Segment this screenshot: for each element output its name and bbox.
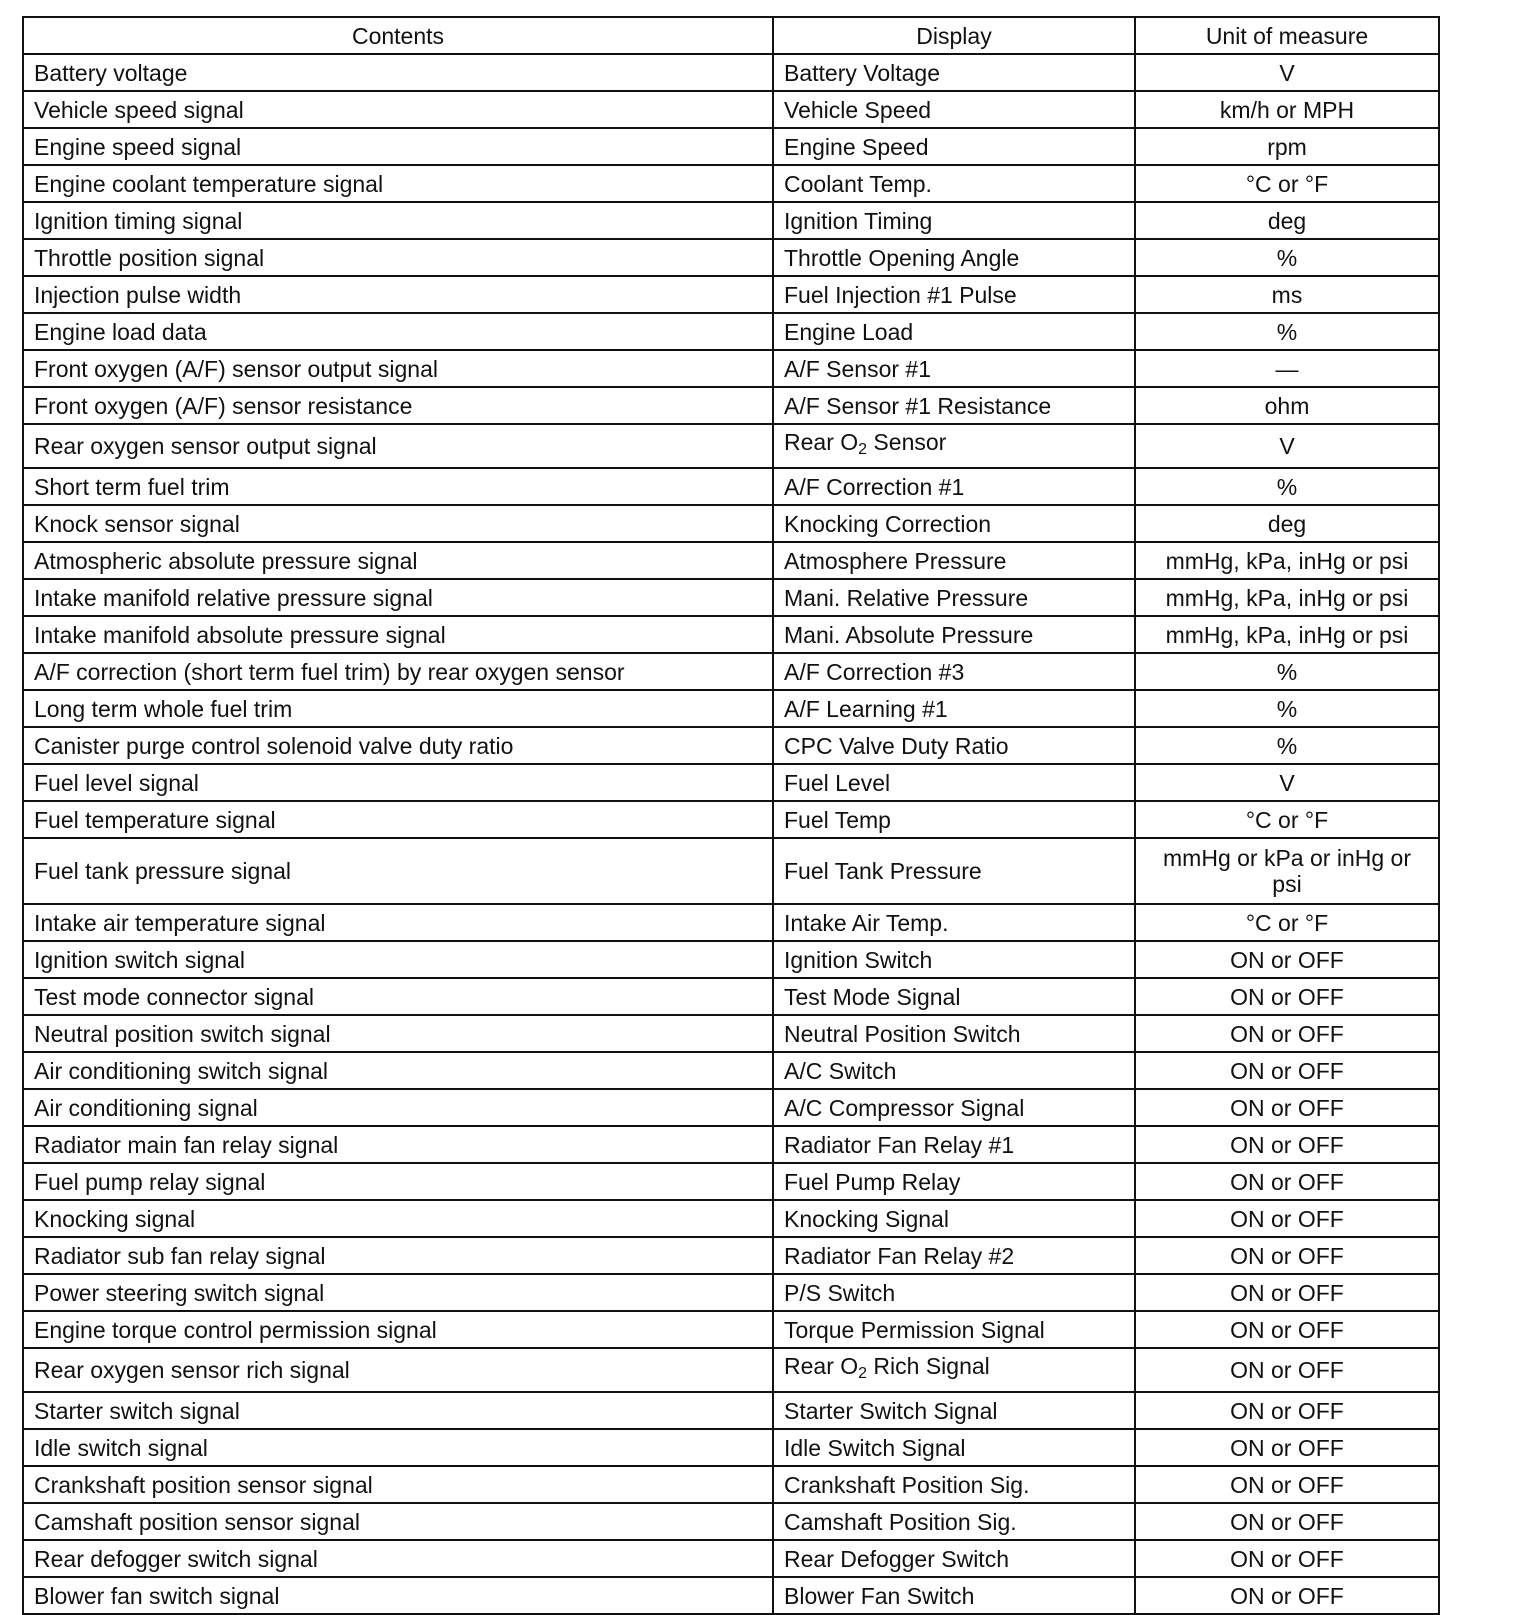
cell-contents: Test mode connector signal [23,978,773,1015]
table-row [23,1429,1439,1466]
table-row [23,276,1439,313]
cell-unit: % [1135,653,1439,690]
cell-display: Rear Defogger Switch [773,1540,1135,1577]
cell-display: Knocking Correction [773,505,1135,542]
cell-contents: Rear oxygen sensor rich signal [23,1348,773,1392]
cell-unit: ohm [1135,387,1439,424]
cell-display: Mani. Absolute Pressure [773,616,1135,653]
cell-unit: V [1135,424,1439,468]
cell-unit: ON or OFF [1135,941,1439,978]
cell-unit: ON or OFF [1135,1466,1439,1503]
cell-unit: ON or OFF [1135,1237,1439,1274]
table-row [23,128,1439,165]
cell-unit: °C or °F [1135,801,1439,838]
cell-unit: ON or OFF [1135,1052,1439,1089]
cell-unit: V [1135,54,1439,91]
cell-contents: Camshaft position sensor signal [23,1503,773,1540]
cell-display: A/C Switch [773,1052,1135,1089]
cell-contents: Injection pulse width [23,276,773,313]
subscript: 2 [858,1365,868,1382]
cell-display: Throttle Opening Angle [773,239,1135,276]
cell-contents: Fuel tank pressure signal [23,838,773,904]
cell-display: Mani. Relative Pressure [773,579,1135,616]
table-row [23,978,1439,1015]
table-row [23,1274,1439,1311]
cell-unit: % [1135,690,1439,727]
cell-unit: °C or °F [1135,165,1439,202]
cell-display: Blower Fan Switch [773,1577,1135,1614]
data-table-container [22,16,1438,1615]
table-row [23,202,1439,239]
cell-contents: Engine coolant temperature signal [23,165,773,202]
table-row [23,1015,1439,1052]
cell-contents: Power steering switch signal [23,1274,773,1311]
cell-unit: ON or OFF [1135,1540,1439,1577]
cell-contents: Short term fuel trim [23,468,773,505]
table-row [23,1466,1439,1503]
cell-contents: Air conditioning switch signal [23,1052,773,1089]
table-row [23,54,1439,91]
display-text-part: Sensor [867,429,947,455]
cell-display [773,1348,1135,1392]
table-row [23,1577,1439,1614]
cell-contents: Long term whole fuel trim [23,690,773,727]
cell-unit: ON or OFF [1135,1577,1439,1614]
cell-contents: Intake manifold absolute pressure signal [23,616,773,653]
table-row [23,727,1439,764]
cell-display: Starter Switch Signal [773,1392,1135,1429]
cell-display: Ignition Switch [773,941,1135,978]
cell-display: Neutral Position Switch [773,1015,1135,1052]
cell-display: Fuel Tank Pressure [773,838,1135,904]
cell-contents: Fuel pump relay signal [23,1163,773,1200]
table-row [23,505,1439,542]
cell-unit: ms [1135,276,1439,313]
cell-unit: ON or OFF [1135,1163,1439,1200]
table-body [23,54,1439,1614]
table-row [23,838,1439,904]
cell-unit: km/h or MPH [1135,91,1439,128]
cell-unit: ON or OFF [1135,1126,1439,1163]
cell-contents: Air conditioning signal [23,1089,773,1126]
cell-unit: ON or OFF [1135,1274,1439,1311]
cell-display: CPC Valve Duty Ratio [773,727,1135,764]
cell-display: Ignition Timing [773,202,1135,239]
cell-contents: Intake manifold relative pressure signal [23,579,773,616]
cell-unit: ON or OFF [1135,1503,1439,1540]
display-text-part: Rich Signal [867,1353,990,1379]
cell-unit: % [1135,313,1439,350]
display-text-part: Rear O [784,1353,859,1379]
table-row [23,239,1439,276]
cell-display: Fuel Temp [773,801,1135,838]
cell-unit: mmHg, kPa, inHg or psi [1135,542,1439,579]
cell-contents: Rear defogger switch signal [23,1540,773,1577]
cell-unit: deg [1135,202,1439,239]
table-row [23,1392,1439,1429]
table-row [23,1089,1439,1126]
cell-display: Fuel Injection #1 Pulse [773,276,1135,313]
cell-unit: — [1135,350,1439,387]
header-contents: Contents [23,17,773,54]
cell-display: Coolant Temp. [773,165,1135,202]
cell-unit: mmHg or kPa or inHg or psi [1135,838,1439,904]
cell-display: P/S Switch [773,1274,1135,1311]
cell-display: Idle Switch Signal [773,1429,1135,1466]
cell-contents: Battery voltage [23,54,773,91]
table-header-row [23,17,1439,54]
cell-display: Radiator Fan Relay #1 [773,1126,1135,1163]
table-row [23,616,1439,653]
cell-unit: ON or OFF [1135,1429,1439,1466]
cell-display: Test Mode Signal [773,978,1135,1015]
table-row [23,1052,1439,1089]
display-text-part: Rear O [784,429,859,455]
table-row [23,653,1439,690]
cell-display [773,424,1135,468]
cell-contents: Engine speed signal [23,128,773,165]
cell-unit: ON or OFF [1135,1348,1439,1392]
cell-contents: Front oxygen (A/F) sensor resistance [23,387,773,424]
table-row [23,468,1439,505]
cell-contents: Radiator main fan relay signal [23,1126,773,1163]
cell-unit: mmHg, kPa, inHg or psi [1135,579,1439,616]
table-row [23,690,1439,727]
table-row [23,350,1439,387]
table-row [23,313,1439,350]
cell-display: A/F Learning #1 [773,690,1135,727]
cell-unit: % [1135,468,1439,505]
cell-contents: Knocking signal [23,1200,773,1237]
cell-contents: Throttle position signal [23,239,773,276]
cell-display: Radiator Fan Relay #2 [773,1237,1135,1274]
cell-contents: Fuel level signal [23,764,773,801]
cell-unit: rpm [1135,128,1439,165]
header-display: Display [773,17,1135,54]
table-row [23,387,1439,424]
cell-unit: mmHg, kPa, inHg or psi [1135,616,1439,653]
cell-display: Intake Air Temp. [773,904,1135,941]
cell-contents: Rear oxygen sensor output signal [23,424,773,468]
cell-unit: % [1135,239,1439,276]
cell-unit: ON or OFF [1135,978,1439,1015]
table-row [23,1200,1439,1237]
cell-display: Crankshaft Position Sig. [773,1466,1135,1503]
cell-display: A/F Sensor #1 Resistance [773,387,1135,424]
cell-unit: ON or OFF [1135,1392,1439,1429]
cell-contents: Ignition timing signal [23,202,773,239]
cell-contents: Radiator sub fan relay signal [23,1237,773,1274]
table-row [23,579,1439,616]
cell-contents: Canister purge control solenoid valve duty ratio [23,727,773,764]
cell-contents: Intake air temperature signal [23,904,773,941]
cell-display: A/C Compressor Signal [773,1089,1135,1126]
cell-unit: deg [1135,505,1439,542]
table-row [23,1540,1439,1577]
cell-unit: ON or OFF [1135,1089,1439,1126]
cell-display: Fuel Pump Relay [773,1163,1135,1200]
table-row [23,941,1439,978]
table-row [23,764,1439,801]
cell-display: Engine Speed [773,128,1135,165]
cell-contents: Starter switch signal [23,1392,773,1429]
cell-contents: Engine torque control permission signal [23,1311,773,1348]
table-row [23,542,1439,579]
cell-contents: Vehicle speed signal [23,91,773,128]
table-row [23,1503,1439,1540]
cell-display: A/F Correction #3 [773,653,1135,690]
cell-unit: ON or OFF [1135,1311,1439,1348]
cell-contents: Engine load data [23,313,773,350]
cell-display: Fuel Level [773,764,1135,801]
cell-contents: Front oxygen (A/F) sensor output signal [23,350,773,387]
table-row [23,1348,1439,1392]
cell-contents: A/F correction (short term fuel trim) by rear oxygen sensor [23,653,773,690]
cell-contents: Crankshaft position sensor signal [23,1466,773,1503]
table-row [23,904,1439,941]
cell-display: A/F Correction #1 [773,468,1135,505]
cell-display: Vehicle Speed [773,91,1135,128]
cell-contents: Idle switch signal [23,1429,773,1466]
table-row [23,801,1439,838]
cell-display: Torque Permission Signal [773,1311,1135,1348]
table-row [23,165,1439,202]
monitor-data-table [22,16,1440,1615]
cell-display: Atmosphere Pressure [773,542,1135,579]
subscript: 2 [858,441,868,458]
table-row [23,1163,1439,1200]
table-row [23,1126,1439,1163]
cell-contents: Blower fan switch signal [23,1577,773,1614]
cell-contents: Ignition switch signal [23,941,773,978]
cell-unit: ON or OFF [1135,1200,1439,1237]
cell-unit: ON or OFF [1135,1015,1439,1052]
table-row [23,1237,1439,1274]
table-row [23,424,1439,468]
cell-contents: Atmospheric absolute pressure signal [23,542,773,579]
cell-contents: Neutral position switch signal [23,1015,773,1052]
cell-display: Engine Load [773,313,1135,350]
header-unit: Unit of measure [1135,17,1439,54]
cell-unit: % [1135,727,1439,764]
cell-contents: Knock sensor signal [23,505,773,542]
cell-unit: V [1135,764,1439,801]
cell-display: A/F Sensor #1 [773,350,1135,387]
cell-display: Camshaft Position Sig. [773,1503,1135,1540]
cell-display: Battery Voltage [773,54,1135,91]
cell-contents: Fuel temperature signal [23,801,773,838]
cell-display: Knocking Signal [773,1200,1135,1237]
cell-unit: °C or °F [1135,904,1439,941]
table-row [23,91,1439,128]
table-row [23,1311,1439,1348]
